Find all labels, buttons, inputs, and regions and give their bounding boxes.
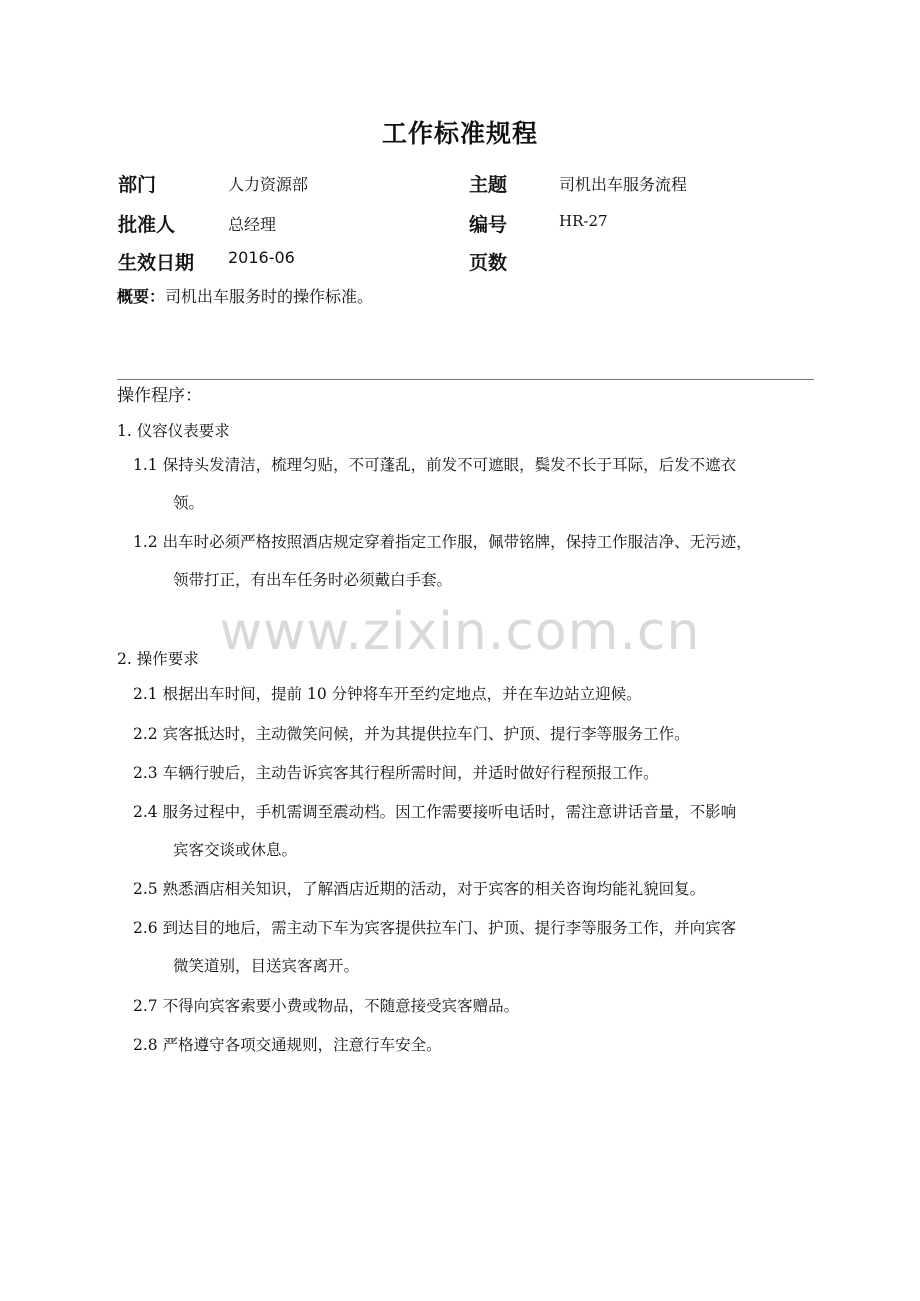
code-value: HR-27	[559, 212, 608, 230]
list-item	[133, 793, 823, 869]
item-text: 2.3 车辆行驶后，主动告诉宾客其行程所需时间，并适时做好行程预报工作。	[133, 764, 659, 782]
item-text: 2.6 到达目的地后，需主动下车为宾客提供拉车门、护顶、提行李等服务工作，并向宾客	[133, 919, 737, 937]
approver-value: 总经理	[228, 215, 277, 234]
effective-date-label: 生效日期	[118, 252, 195, 274]
list-item	[133, 870, 823, 908]
item-continuation: 领。	[173, 494, 205, 512]
list-item	[133, 754, 823, 792]
item-continuation: 领带打正，有出车任务时必须戴白手套。	[173, 571, 453, 589]
item-text: 2.2 宾客抵达时，主动微笑问候，并为其提供拉车门、护顶、提行李等服务工作。	[133, 725, 690, 743]
pages-label: 页数	[469, 252, 508, 274]
list-item	[133, 675, 823, 713]
item-text: 2.7 不得向宾客索要小费或物品，不随意接受宾客赠品。	[133, 997, 520, 1015]
department-value: 人力资源部	[228, 175, 309, 194]
code-label: 编号	[469, 214, 508, 236]
item-text: 2.4 服务过程中，手机需调至震动档。因工作需要接听电话时，需注意讲话音量，不影响	[133, 803, 737, 821]
item-text: 2.1 根据出车时间，提前 10 分钟将车开至约定地点，并在车边站立迎候。	[133, 685, 642, 703]
list-item	[133, 909, 823, 985]
subject-label: 主题	[469, 174, 508, 196]
divider	[117, 379, 814, 380]
document-title: 工作标准规程	[381, 119, 538, 148]
item-text: 2.8 严格遵守各项交通规则，注意行车安全。	[133, 1036, 442, 1054]
list-item	[133, 523, 823, 599]
summary-text: 司机出车服务时的操作标准。	[165, 287, 374, 306]
summary-line	[117, 284, 373, 307]
item-text: 2.5 熟悉酒店相关知识，了解酒店近期的活动，对于宾客的相关咨询均能礼貌回复。	[133, 880, 706, 898]
item-text: 1.2 出车时必须严格按照酒店规定穿着指定工作服，佩带铭牌，保持工作服洁净、无污迹，	[133, 533, 752, 551]
effective-date-value: 2016-06	[228, 248, 295, 267]
list-item	[133, 446, 823, 522]
item-text: 1.1 保持头发清洁，梳理匀贴，不可蓬乱，前发不可遮眼，鬓发不长于耳际，后发不遮衣	[133, 456, 737, 474]
list-item	[133, 987, 823, 1025]
item-continuation: 宾客交谈或休息。	[173, 841, 298, 859]
procedure-heading: 操作程序：	[117, 386, 202, 406]
section-heading: 2. 操作要求	[117, 650, 199, 668]
item-continuation: 微笑道别，目送宾客离开。	[173, 957, 360, 975]
list-item	[133, 715, 823, 753]
department-label: 部门	[118, 174, 157, 196]
section-heading: 1. 仪容仪表要求	[117, 422, 230, 440]
list-item	[133, 1026, 823, 1064]
subject-value: 司机出车服务流程	[559, 175, 688, 194]
approver-label: 批准人	[118, 214, 176, 236]
summary-label: 概要：	[117, 287, 166, 306]
watermark: www.zixin.com.cn	[219, 602, 701, 662]
